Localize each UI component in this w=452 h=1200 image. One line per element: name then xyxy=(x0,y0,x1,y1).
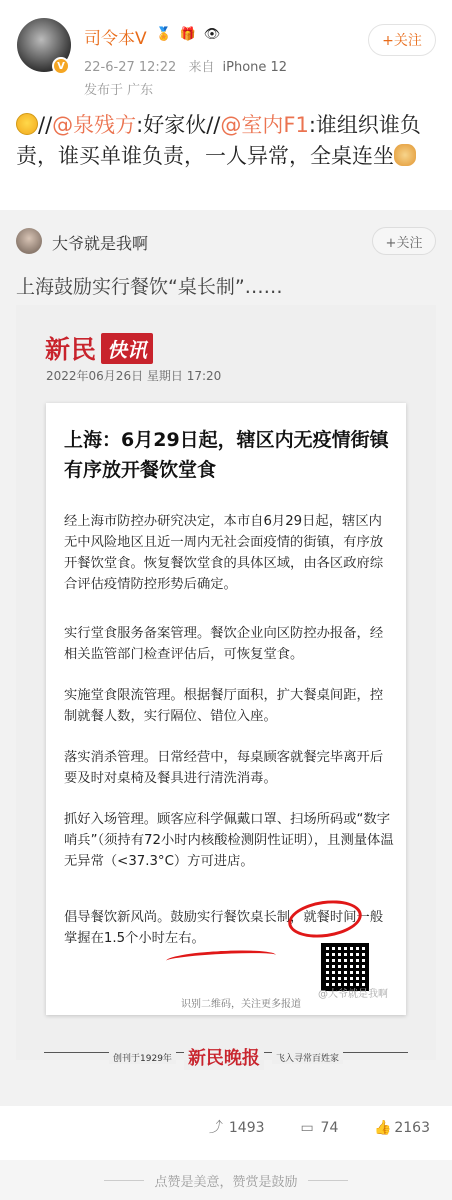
news-paragraph: 实施堂食限流管理。根据餐厅面积，扩大餐桌间距，控制就餐人数，实行隔位、错位入座。 xyxy=(64,688,384,724)
news-image[interactable] xyxy=(16,305,436,1069)
post-header xyxy=(0,0,452,110)
footer-brand: 新民晚报 xyxy=(184,1044,264,1070)
news-datetime: 2022年06月26日 星期日 17:20 xyxy=(46,369,222,383)
laugh-emoji-icon xyxy=(16,113,38,135)
like-action[interactable] xyxy=(374,1120,430,1136)
news-paragraph: 倡导餐饮新风尚。鼓励实行餐饮桌长制，就餐时间一般掌握在1.5个小时左右。 xyxy=(64,910,384,946)
news-logo-tag: 快讯 xyxy=(101,333,153,364)
text-mid-2: :谁组织谁负责，谁买单谁负责，一人异常，全桌连坐 xyxy=(16,113,421,168)
like-count: 2163 xyxy=(394,1120,430,1136)
repost-follow-button[interactable]: +关注 xyxy=(372,227,436,255)
follow-button[interactable]: +关注 xyxy=(368,24,436,56)
medal-icon: 🏅 xyxy=(155,26,173,42)
repost-count: 1493 xyxy=(228,1120,265,1136)
verified-badge-icon: V xyxy=(52,57,70,75)
post-location: 发布于 广东 xyxy=(84,83,154,98)
text-prefix: // xyxy=(38,113,53,137)
post-meta xyxy=(84,56,295,75)
news-paragraph: 抓好入场管理。顾客应科学佩戴口罩、扫场所码或“数字哨兵”（须持有72小时内核酸检测阴性证明），且测量体温无异常（<37.3°C）方可进店。 xyxy=(64,812,394,869)
repost-text: 上海鼓励实行餐饮“桌长制”…… xyxy=(16,276,283,298)
news-paragraph: 实行堂食服务备案管理。餐饮企业向区防控办报备，经相关监管部门检查评估后，可恢复堂食。 xyxy=(64,626,384,662)
bottom-divider xyxy=(308,1180,348,1181)
qr-code-icon xyxy=(321,943,369,991)
bottom-divider xyxy=(104,1180,144,1181)
bottom-text: 点赞是美意，赞赏是鼓励 xyxy=(154,1174,298,1190)
text-mid-1: :好家伙// xyxy=(136,113,221,137)
news-paragraph: 落实消杀管理。日常经营中，每桌顾客就餐完毕离开后要及时对桌椅及餐具进行清洗消毒。 xyxy=(64,750,384,786)
thumbs-up-icon: 👍 xyxy=(374,1120,392,1136)
footer-right: 飞入寻常百姓家 xyxy=(272,1051,343,1064)
comment-icon: ▭ xyxy=(300,1120,314,1136)
repost-card[interactable] xyxy=(0,210,452,1106)
footer-left: 创刊于1929年 xyxy=(109,1051,176,1064)
news-logo-main: 新民 xyxy=(45,335,98,364)
comment-action[interactable] xyxy=(301,1120,339,1136)
watermark: @大爷就是我啊 xyxy=(318,989,388,1000)
news-card xyxy=(46,403,406,1015)
news-footer xyxy=(16,1044,436,1070)
news-paragraph: 经上海市防控办研究决定，本市自6月29日起，辖区内无中风险地区且近一周内无社会面疫情的街镇，有序放开餐饮堂食。恢复餐饮堂食的具体区域，由各区政府综合评估疫情防控形势后确定。 xyxy=(64,514,384,592)
share-icon: ⤴ xyxy=(208,1120,223,1136)
post-username[interactable]: 司令本V xyxy=(84,29,147,49)
red-underline-annotation xyxy=(166,948,277,968)
mention-link-1[interactable]: @泉残方 xyxy=(52,113,137,137)
qr-caption: 识别二维码，关注更多报道 xyxy=(181,999,301,1010)
comment-count: 74 xyxy=(320,1120,339,1136)
post-date: 22-6-27 12:22 xyxy=(84,60,177,75)
repost-username[interactable]: 大爷就是我啊 xyxy=(52,234,149,253)
post-source-prefix: 来自 xyxy=(188,60,215,75)
dog-emoji-icon xyxy=(394,144,416,166)
news-title: 上海：6月29日起，辖区内无疫情街镇有序放开餐饮堂食 xyxy=(64,429,389,481)
gift-icon: 🎁 xyxy=(179,26,197,42)
post-device[interactable]: iPhone 12 xyxy=(222,60,288,75)
repost-action[interactable] xyxy=(209,1120,265,1136)
news-logo xyxy=(45,330,153,366)
user-badges xyxy=(154,24,222,44)
action-bar xyxy=(0,1108,452,1148)
mention-link-2[interactable]: @室内F1 xyxy=(220,113,309,137)
repost-avatar[interactable] xyxy=(16,228,42,254)
bottom-bar xyxy=(0,1160,452,1200)
post-text xyxy=(16,110,440,172)
eye-icon: 👁 xyxy=(203,26,221,42)
